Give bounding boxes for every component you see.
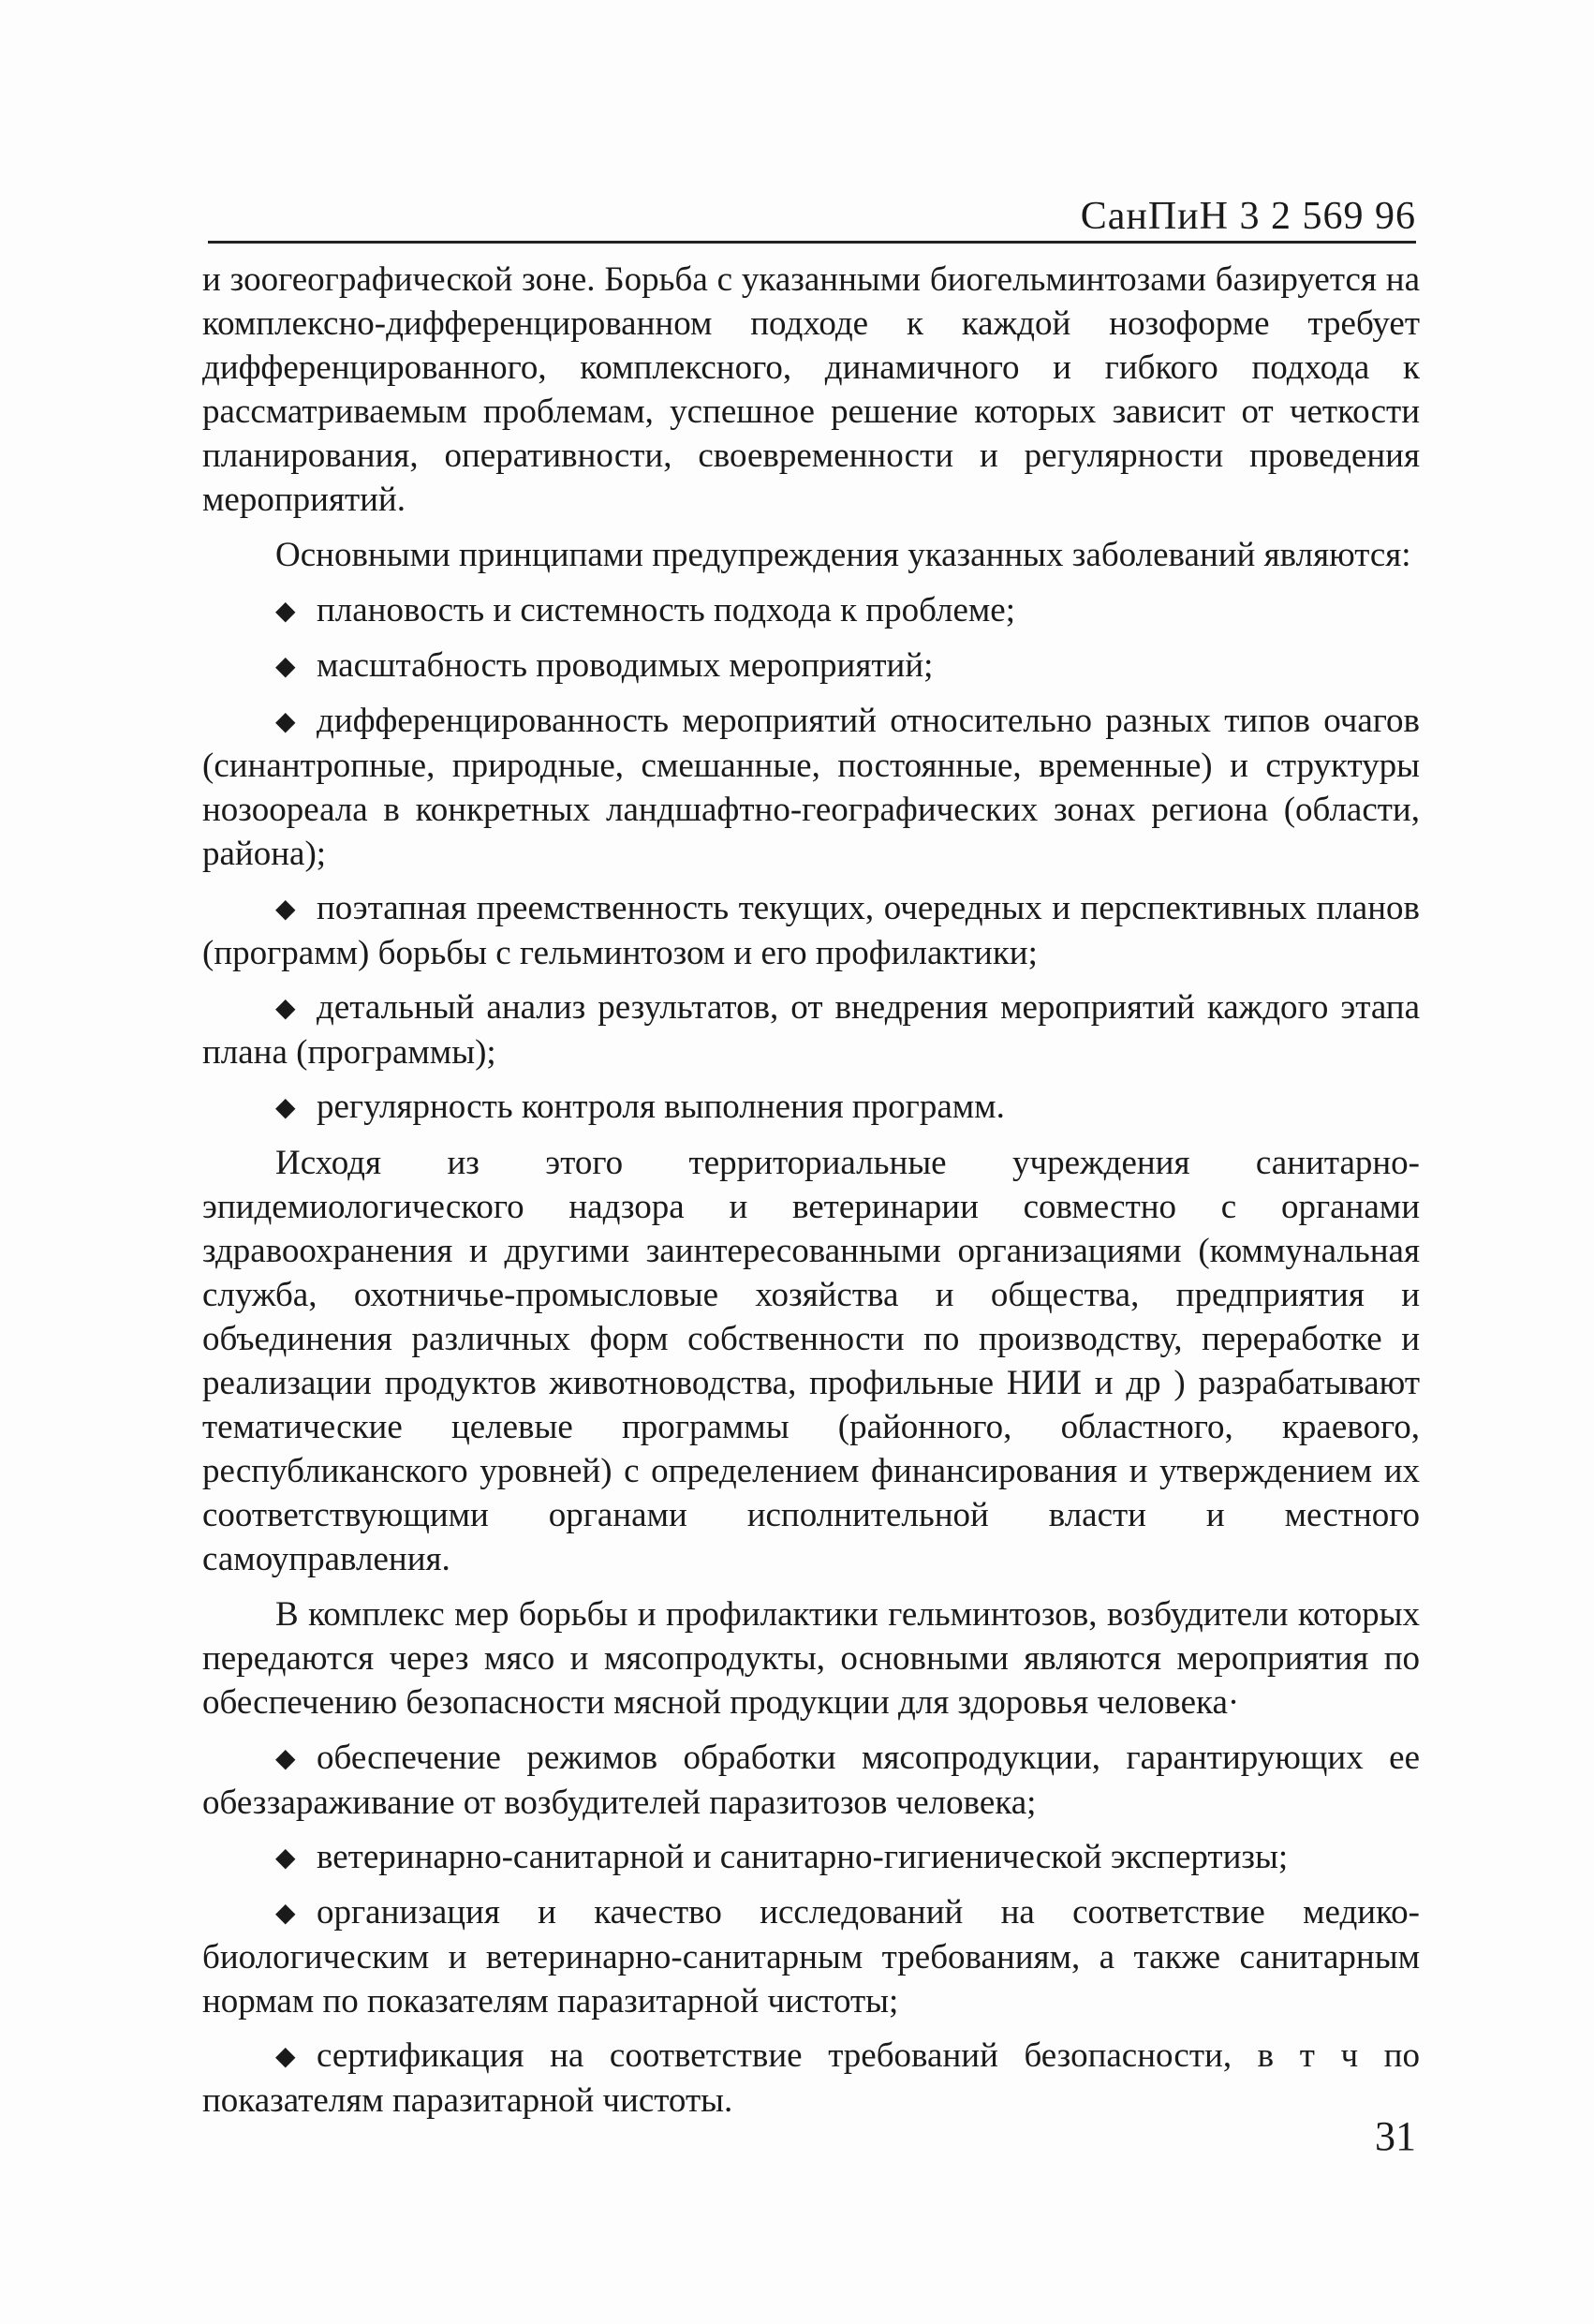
diamond-bullet-icon: ◆ — [275, 1093, 296, 1122]
page-body — [202, 258, 1420, 2134]
list-item — [202, 1085, 1420, 1130]
diamond-bullet-icon: ◆ — [275, 1843, 296, 1873]
header-rule — [208, 241, 1416, 244]
diamond-bullet-icon: ◆ — [275, 597, 296, 626]
paragraph-continuation: и зоогеографической зоне. Борьба с указанными биогельминтозами базируется на комплексно-дифференцированном подходе к каждой нозоформе требует дифференцированного, комплексного, динамичного и гибкого подхода к рассматриваемым проблемам, успешное решение которых зависит от четкости планирования, оперативности, своевременности и регулярности проведения мероприятий. — [202, 260, 1420, 519]
measures-list — [202, 1736, 1420, 2123]
principles-list — [202, 588, 1420, 1130]
diamond-bullet-icon: ◆ — [275, 707, 296, 736]
paragraph-programs: Исходя из этого территориальные учреждения санитарно-эпидемиологического надзора и ветеринарии совместно с органами здравоохранения и другими заинтересованными организациями (коммунальная служба, охотничье-промысловые хозяйства и общества, предприятия и объединения различных форм собственности по производству, переработке и реализации продуктов животноводства, профильные НИИ и др ) разрабатывают тематические целевые программы (районного, областного, краевого, республиканского уровней) с определением финансирования и утверждением их соответствующими органами исполнительной власти и местного самоуправления. — [202, 1144, 1420, 1578]
diamond-bullet-icon: ◆ — [275, 994, 296, 1023]
diamond-bullet-icon: ◆ — [275, 895, 296, 924]
diamond-bullet-icon: ◆ — [275, 652, 296, 681]
list-item — [202, 644, 1420, 688]
list-item-text: организация и качество исследований на соответствие медико-биологическим и ветеринарно-санитарным требованиям, а также санитарным нормам по показателям паразитарной чистоты; — [202, 1893, 1420, 2021]
list-item — [202, 886, 1420, 975]
list-item — [202, 588, 1420, 633]
list-item — [202, 1736, 1420, 1825]
list-item-text: регулярность контроля выполнения программ. — [317, 1088, 1005, 1126]
list-item-text: обеспечение режимов обработки мясопродукции, гарантирующих ее обеззараживание от возбудителей паразитозов человека; — [202, 1739, 1420, 1822]
list-item-text: детальный анализ результатов, от внедрения мероприятий каждого этапа плана (программы); — [202, 988, 1420, 1072]
list-item-text: дифференцированность мероприятий относительно разных типов очагов (синантропные, природные, смешанные, постоянные, временные) и структуры нозоореала в конкретных ландшафтно-географических зонах региона (области, района); — [202, 702, 1420, 873]
list-item — [202, 1835, 1420, 1880]
diamond-bullet-icon: ◆ — [275, 1899, 296, 1928]
list-item — [202, 985, 1420, 1074]
list-item-text: поэтапная преемственность текущих, очередных и перспективных планов (программ) борьбы с гельминтозом и его профилактики; — [202, 889, 1420, 972]
diamond-bullet-icon: ◆ — [275, 1744, 296, 1773]
paragraph-measures-intro: В комплекс мер борьбы и профилактики гельминтозов, возбудители которых передаются через мясо и мясопродукты, основными являются мероприятия по обеспечению безопасности мясной продукции для здоровья человека· — [202, 1595, 1420, 1722]
page-number: 31 — [1375, 2113, 1416, 2159]
list-item-text: сертификация на соответствие требований безопасности, в т ч по показателям паразитарной чистоты. — [202, 2036, 1420, 2120]
running-header-title: СанПиН 3 2 569 96 — [1080, 195, 1416, 238]
list-item — [202, 2034, 1420, 2123]
list-item-text: плановость и системность подхода к проблеме; — [317, 591, 1015, 629]
diamond-bullet-icon: ◆ — [275, 2042, 296, 2071]
paragraph-principles-intro: Основными принципами предупреждения указанных заболеваний являются: — [275, 536, 1411, 574]
list-item-text: ветеринарно-санитарной и санитарно-гигиенической экспертизы; — [317, 1838, 1289, 1876]
list-item — [202, 699, 1420, 876]
list-item-text: масштабность проводимых мероприятий; — [317, 646, 934, 685]
list-item — [202, 1890, 1420, 2023]
